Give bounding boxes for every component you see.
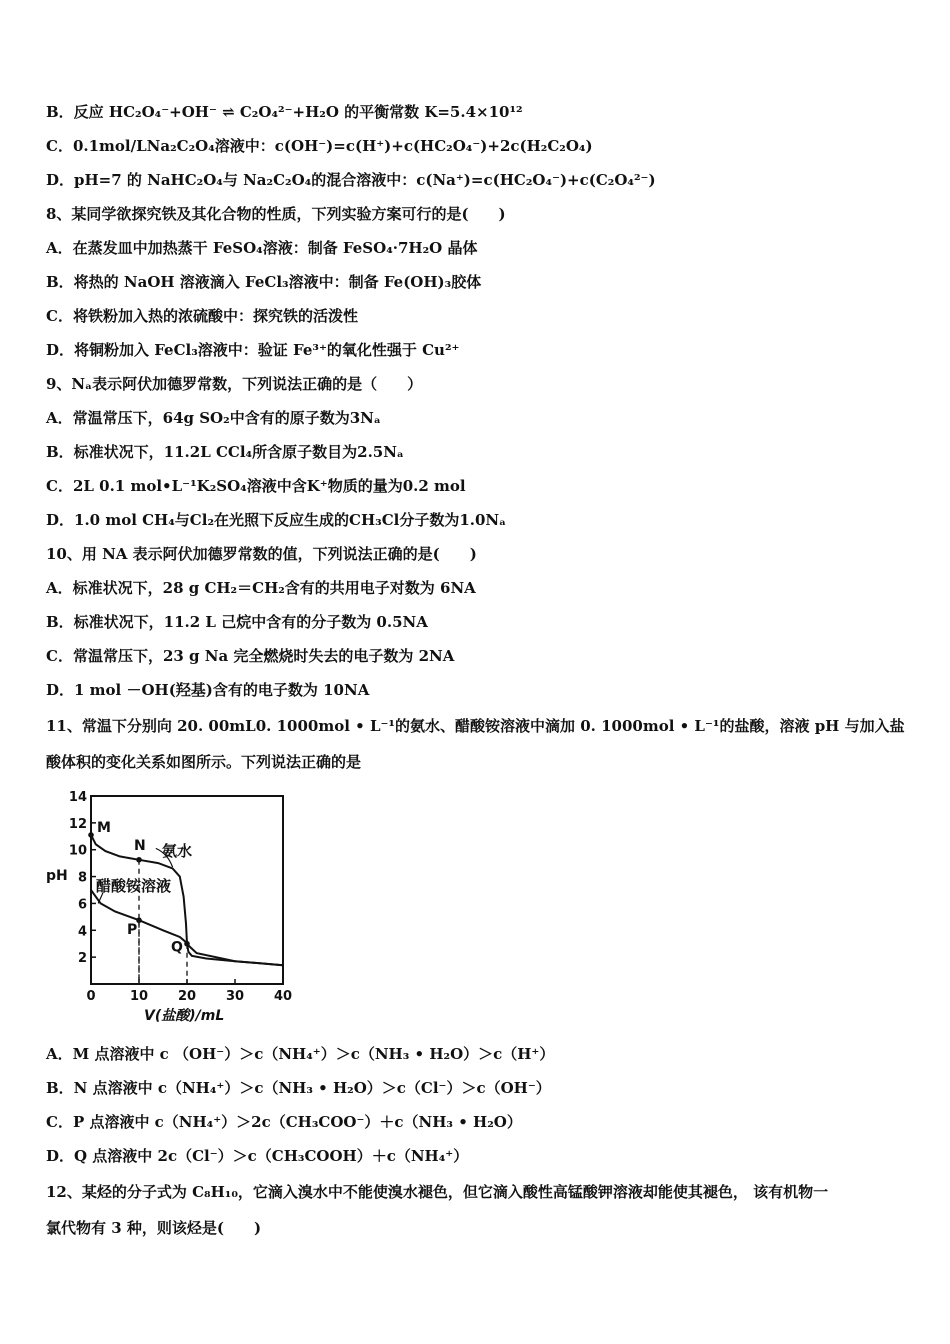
q9-stem: 9、Nₐ表示阿伏加德罗常数，下列说法正确的是（ ） — [46, 375, 423, 393]
q8-stem: 8、某同学欲探究铁及其化合物的性质，下列实验方案可行的是( ) — [46, 205, 506, 223]
y-tick-label: 2 — [77, 951, 87, 967]
q11-option-a: A．M 点溶液中 c （OH⁻）＞c（NH₄⁺）＞c（NH₃ • H₂O）＞c（H⁺） — [46, 1045, 555, 1063]
q9-option-a: A．常温常压下，64g SO₂中含有的原子数为3Nₐ — [46, 409, 381, 427]
q9-option-c: C．2L 0.1 mol•L⁻¹K₂SO₄溶液中含K⁺物质的量为0.2 mol — [46, 477, 466, 495]
q8-option-a: A．在蒸发皿中加热蒸干 FeSO₄溶液：制备 FeSO₄·7H₂O 晶体 — [46, 239, 478, 257]
point-label-M: M — [97, 819, 111, 836]
x-tick-label: 40 — [273, 989, 293, 1004]
q7-option-b-text: B．反应 HC₂O₄⁻+OH⁻ ⇌ C₂O₄²⁻+H₂O 的平衡常数 K=5.4×10¹² — [46, 103, 523, 121]
y-tick-label: 10 — [68, 843, 87, 859]
point-label-N: N — [134, 837, 146, 854]
q7-option-d-text: D．pH=7 的 NaHC₂O₄与 Na₂C₂O₄的混合溶液中：c(Na⁺)=c(HC₂O₄⁻)+c(C₂O₄²⁻) — [46, 171, 656, 189]
x-tick-label: 10 — [129, 989, 149, 1004]
q10-option-a: A．标准状况下，28 g CH₂＝CH₂含有的共用电子对数为 6NA — [46, 579, 476, 597]
point-label-P: P — [127, 922, 138, 939]
y-axis-label: pH — [46, 868, 68, 884]
point-marker-N — [136, 857, 142, 863]
q7-option-d — [46, 170, 656, 190]
q10-stem: 10、用 NA 表示阿伏加德罗常数的值，下列说法正确的是( ) — [46, 545, 477, 563]
ph-titration-chart — [44, 784, 304, 1034]
series-label-ammonia: 氨水 — [162, 842, 193, 860]
q12-stem-line1: 12、某烃的分子式为 C₈H₁₀，它滴入溴水中不能使溴水褪色，但它滴入酸性高锰酸钾溶液却能使其褪色， 该有机物一 — [46, 1183, 829, 1201]
q8-option-d: D．将铜粉加入 FeCl₃溶液中：验证 Fe³⁺的氧化性强于 Cu²⁺ — [46, 341, 460, 359]
y-tick-label: 14 — [68, 790, 87, 805]
y-tick-label: 8 — [77, 870, 87, 886]
q10-option-d: D．1 mol －OH(羟基)含有的电子数为 10NA — [46, 681, 370, 699]
q8-option-b: B．将热的 NaOH 溶液滴入 FeCl₃溶液中：制备 Fe(OH)₃胶体 — [46, 273, 482, 291]
y-tick-label: 6 — [77, 897, 87, 913]
q11-stem-line2: 酸体积的变化关系如图所示。下列说法正确的是 — [46, 753, 362, 771]
q12-stem-line2: 氯代物有 3 种，则该烃是( ) — [46, 1219, 262, 1237]
q9-option-b: B．标准状况下，11.2L CCl₄所含原子数目为2.5Nₐ — [46, 443, 404, 461]
x-axis-label: V(盐酸)/mL — [144, 1008, 225, 1024]
q7-option-c — [46, 136, 593, 156]
q11-stem-line1: 11、常温下分别向 20. 00mL0. 1000mol • L⁻¹的氨水、醋酸铵溶液中滴加 0. 1000mol • L⁻¹的盐酸，溶液 pH 与加入盐 — [46, 717, 905, 735]
q11-option-c: C．P 点溶液中 c（NH₄⁺）＞2c（CH₃COO⁻）＋c（NH₃ • H₂O） — [46, 1113, 522, 1131]
x-tick-label: 0 — [86, 989, 96, 1004]
series-label-ammonium-acetate: 醋酸铵溶液 — [96, 877, 172, 895]
x-tick-label: 20 — [177, 989, 197, 1004]
y-tick-label: 4 — [77, 924, 87, 940]
q7-option-c-text: C．0.1mol/LNa₂C₂O₄溶液中：c(OH⁻)=c(H⁺)+c(HC₂O₄⁻)+2c(H₂C₂O₄) — [46, 137, 593, 155]
q7-option-b — [46, 102, 523, 122]
point-marker-Q — [184, 941, 190, 947]
q10-option-b: B．标准状况下，11.2 L 己烷中含有的分子数为 0.5NA — [46, 613, 428, 631]
q11-option-d: D．Q 点溶液中 2c（Cl⁻）＞c（CH₃COOH）＋c（NH₄⁺） — [46, 1147, 469, 1165]
q8-option-c: C．将铁粉加入热的浓硫酸中：探究铁的活泼性 — [46, 307, 358, 325]
x-tick-label: 30 — [225, 989, 245, 1004]
q10-option-c: C．常温常压下，23 g Na 完全燃烧时失去的电子数为 2NA — [46, 647, 455, 665]
q11-option-b: B．N 点溶液中 c（NH₄⁺）＞c（NH₃ • H₂O）＞c（Cl⁻）＞c（OH⁻） — [46, 1079, 551, 1097]
q9-option-d: D．1.0 mol CH₄与Cl₂在光照下反应生成的CH₃Cl分子数为1.0Nₐ — [46, 511, 507, 529]
point-label-Q: Q — [171, 939, 183, 956]
point-marker-M — [88, 832, 94, 838]
y-tick-label: 12 — [68, 816, 87, 832]
